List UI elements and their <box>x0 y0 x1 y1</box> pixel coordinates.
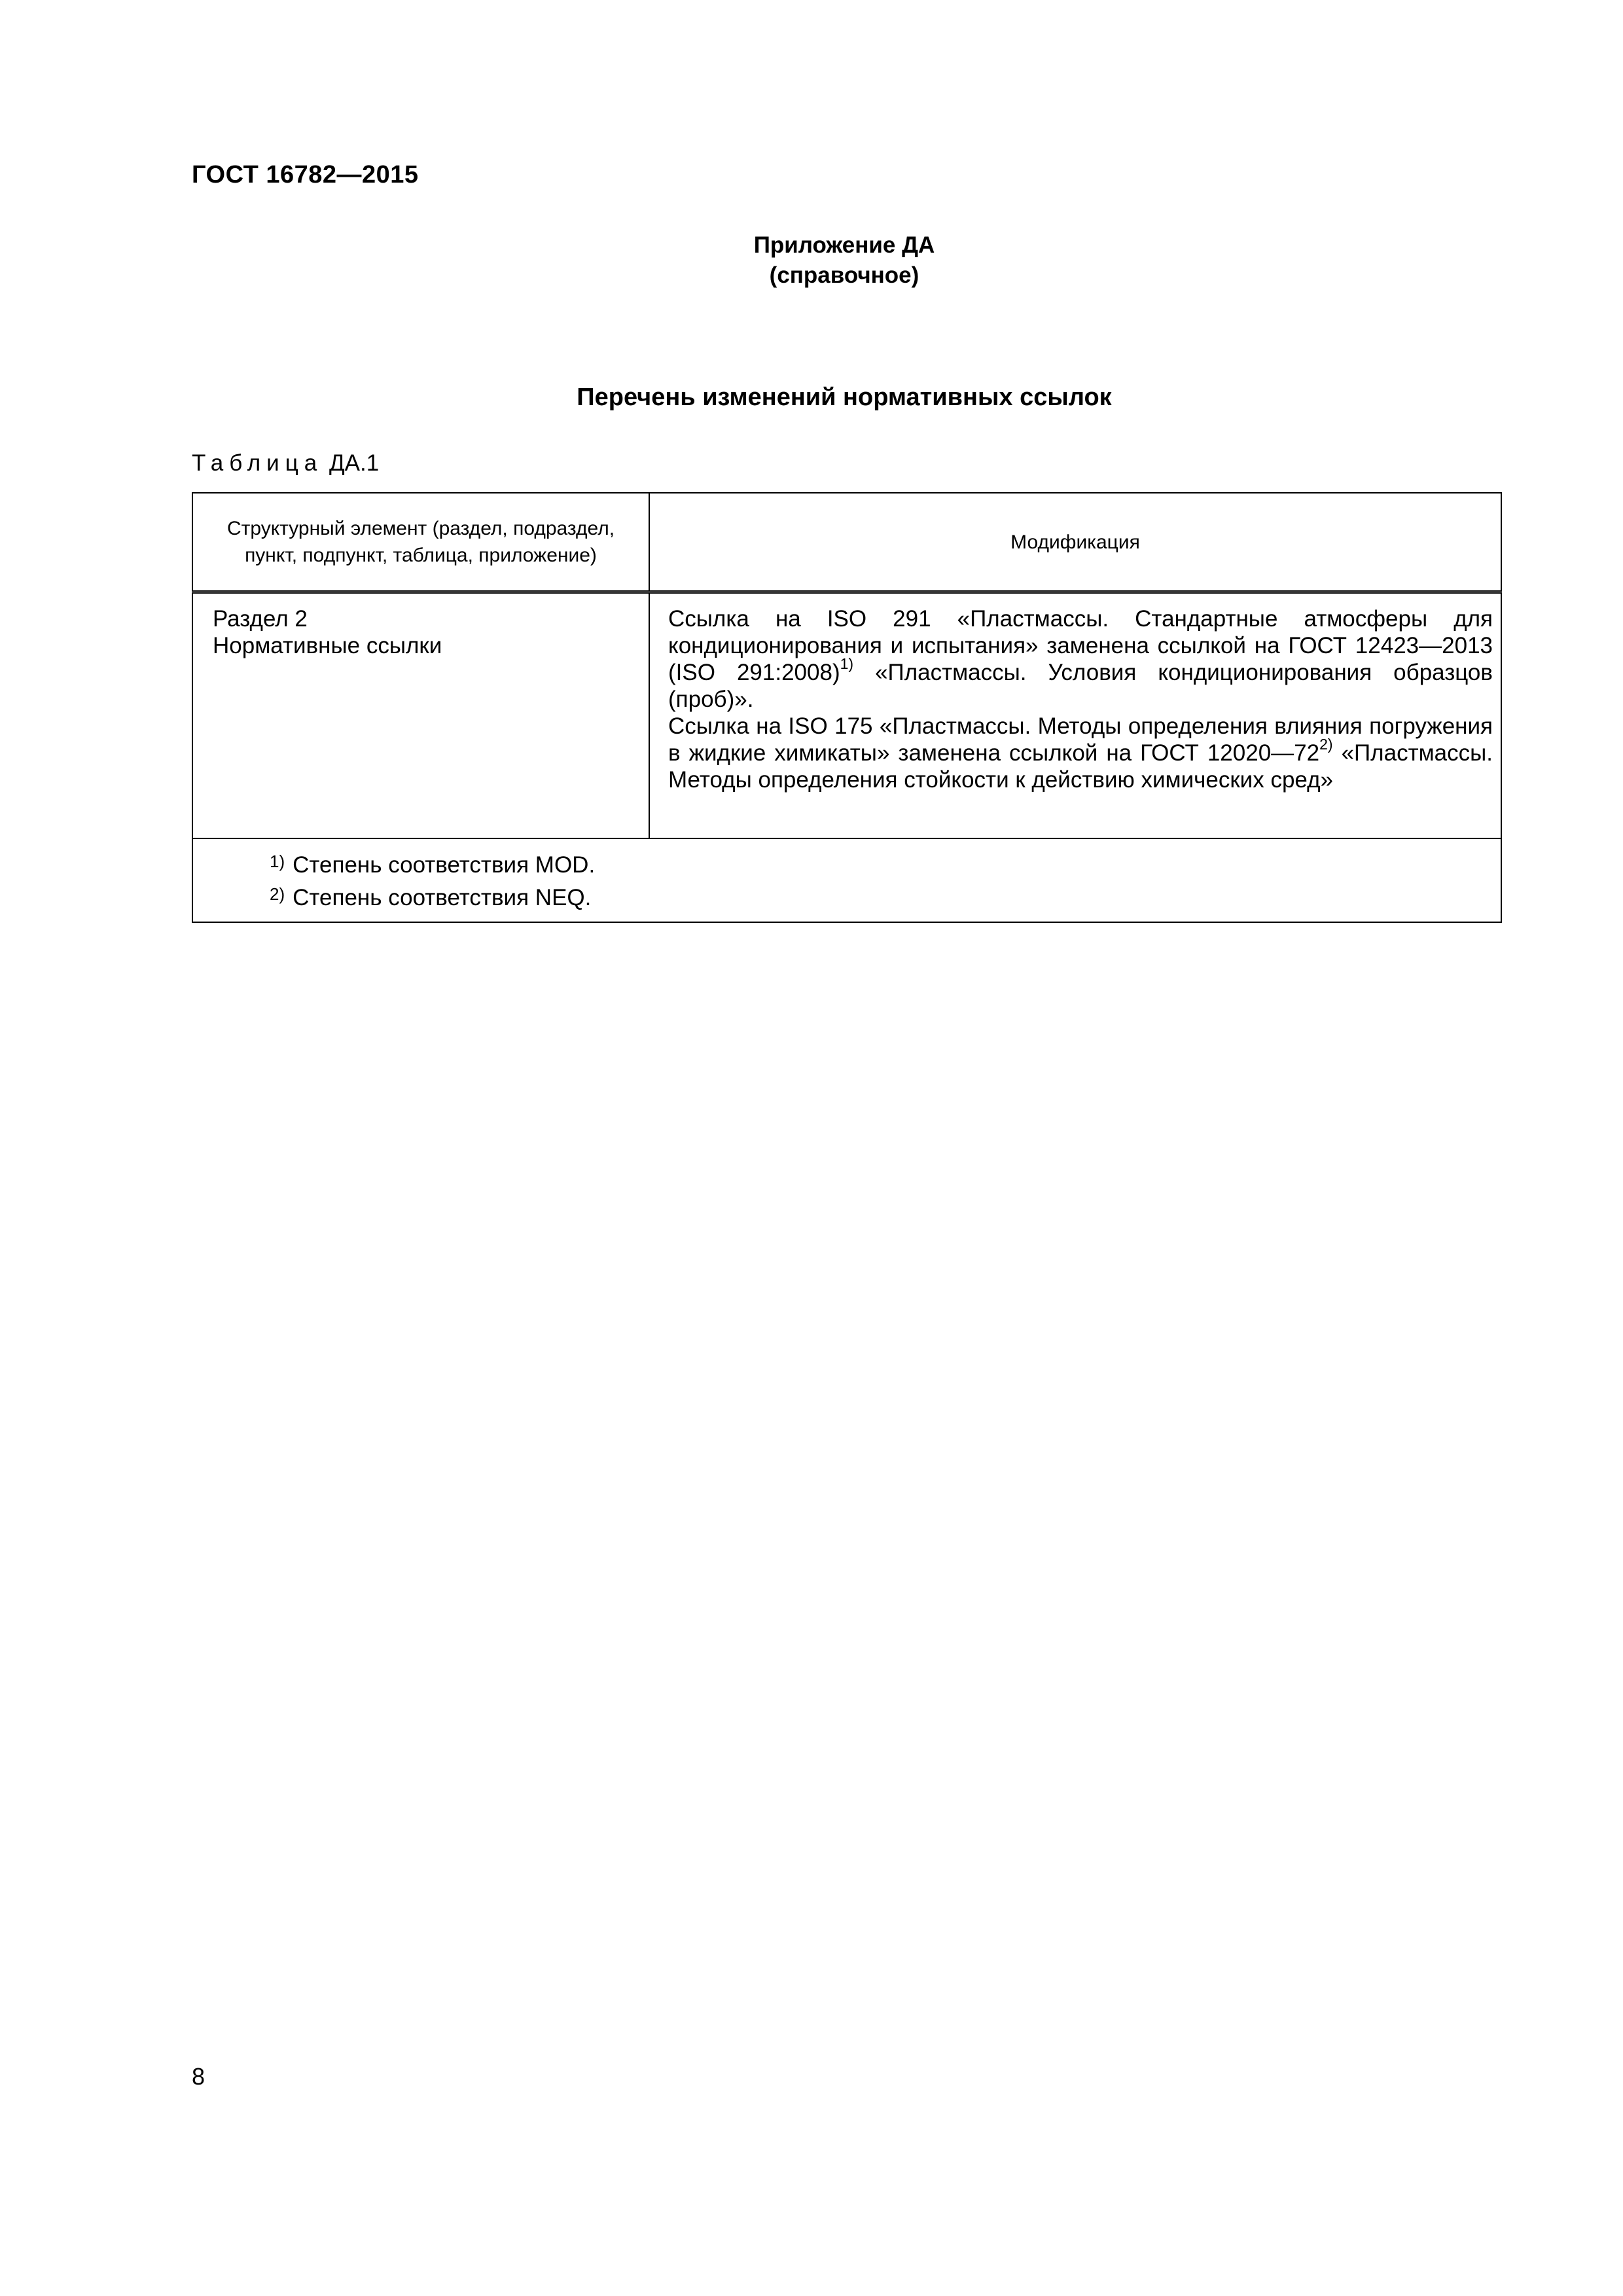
footnote-1 <box>270 847 1501 880</box>
table-row <box>192 592 1501 838</box>
modification-paragraph-1 <box>668 605 1493 713</box>
appendix-title: Приложение ДА <box>753 232 935 258</box>
references-table <box>192 492 1502 923</box>
modification-2-text-cont: «Пластмассы. Методы определения стойкости к действию химических сред» <box>668 740 1493 793</box>
footnotes-row <box>192 838 1501 922</box>
modification-1-text-cont: «Пластмассы. Условия кондиционирования образцов (проб)». <box>668 660 1493 712</box>
footnote-1-text: Степень соответствия MOD. <box>293 852 596 878</box>
header-structural-element-text: Структурный элемент (раздел, подраздел, пункт, подпункт, таблица, приложение) <box>226 518 615 566</box>
section-name: Нормативные ссылки <box>213 633 442 658</box>
modification-cell <box>649 592 1501 838</box>
section-title: Перечень изменений нормативных ссылок <box>577 384 1112 411</box>
modification-1-text: Ссылка на ISO 291 «Пластмассы. Стандартные атмосферы для кондиционирования и испытания» заменена ссылкой на ГОСТ 12423—2013 (ISO 291:2008) <box>668 606 1493 685</box>
header-structural-element <box>192 493 649 592</box>
document-code: ГОСТ 16782—2015 <box>192 161 419 188</box>
table-caption-number: ДА.1 <box>329 450 380 476</box>
footnote-ref-2: 2) <box>1319 736 1333 753</box>
modification-paragraph-2 <box>668 713 1493 793</box>
page-number: 8 <box>192 2063 205 2090</box>
header-modification: Модификация <box>649 493 1501 592</box>
table-header-row <box>192 493 1501 592</box>
footnote-1-mark: 1) <box>270 851 285 871</box>
appendix-subtitle: (справочное) <box>769 262 919 288</box>
appendix-heading <box>0 230 1623 291</box>
modification-2-text: Ссылка на ISO 175 «Пластмассы. Методы определения влияния погружения в жидкие химикаты» заменена ссылкой на ГОСТ 12020—72 <box>668 713 1493 766</box>
footnote-ref-1: 1) <box>840 655 854 673</box>
footnotes-cell <box>192 838 1501 922</box>
table-caption-word: Таблица <box>192 450 323 476</box>
structural-element-cell <box>192 592 649 838</box>
section-number: Раздел 2 <box>213 606 308 632</box>
footnote-2-text: Степень соответствия NEQ. <box>293 884 592 910</box>
footnote-2 <box>270 880 1501 912</box>
table-caption <box>192 450 379 476</box>
footnote-2-mark: 2) <box>270 884 285 904</box>
